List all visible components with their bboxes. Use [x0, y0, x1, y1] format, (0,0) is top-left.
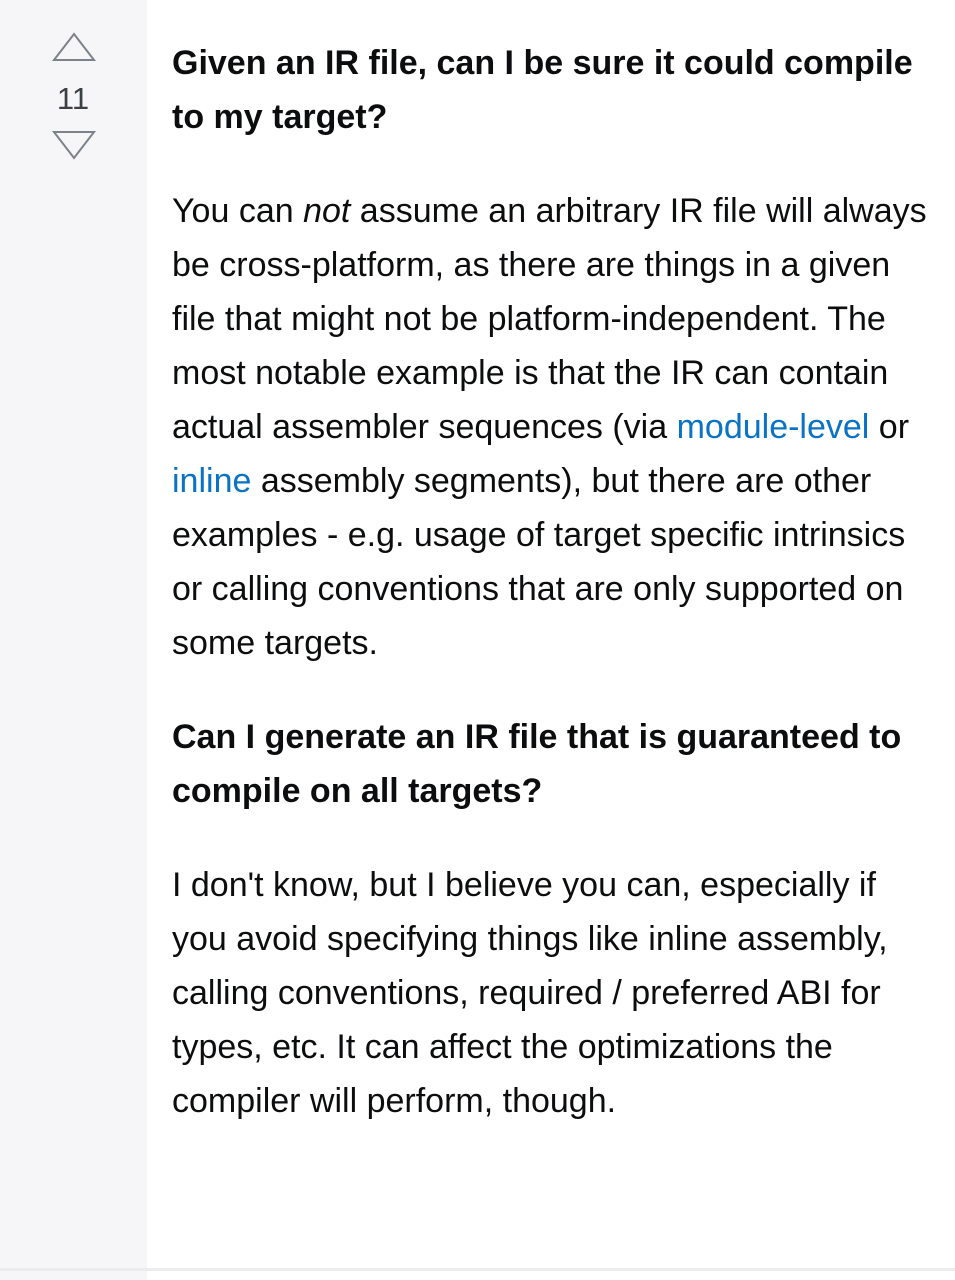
triangle-down-icon [50, 126, 98, 162]
downvote-button[interactable] [50, 126, 98, 162]
paragraph-1-text-b: assume an arbitrary IR file will always be cross-platform, as there are things in a given file that might not be platform-independent. The most notable example is that the IR can contain actual assembler sequences (via [172, 192, 927, 446]
vote-count: 11 [56, 81, 90, 116]
inline-link[interactable]: inline [172, 462, 252, 500]
paragraph-1-text-c: or [869, 408, 910, 446]
paragraph-1-text-a: You can [172, 192, 304, 230]
answer-heading-2: Can I generate an IR file that is guaranteed to compile on all targets? [172, 718, 902, 810]
answer-body [172, 36, 932, 1128]
answer-heading-1: Given an IR file, can I be sure it could compile to my target? [172, 44, 913, 136]
answer-paragraph-2: I don't know, but I believe you can, especially if you avoid specifying things like inline assembly, calling conventions, required / preferred ABI for types, etc. It can affect the optimizations the compiler will perform, though. [172, 866, 888, 1120]
triangle-up-icon [50, 30, 98, 66]
module-level-link[interactable]: module-level [676, 408, 870, 446]
upvote-button[interactable] [50, 30, 98, 66]
paragraph-1-emphasis: not [303, 192, 351, 230]
paragraph-1-text-d: assembly segments), but there are other examples - e.g. usage of target specific intrinsics or calling conventions that are only supported on some targets. [172, 462, 906, 662]
bottom-divider [0, 1268, 955, 1271]
vote-column [0, 0, 147, 1280]
answer-paragraph-1 [172, 184, 932, 670]
